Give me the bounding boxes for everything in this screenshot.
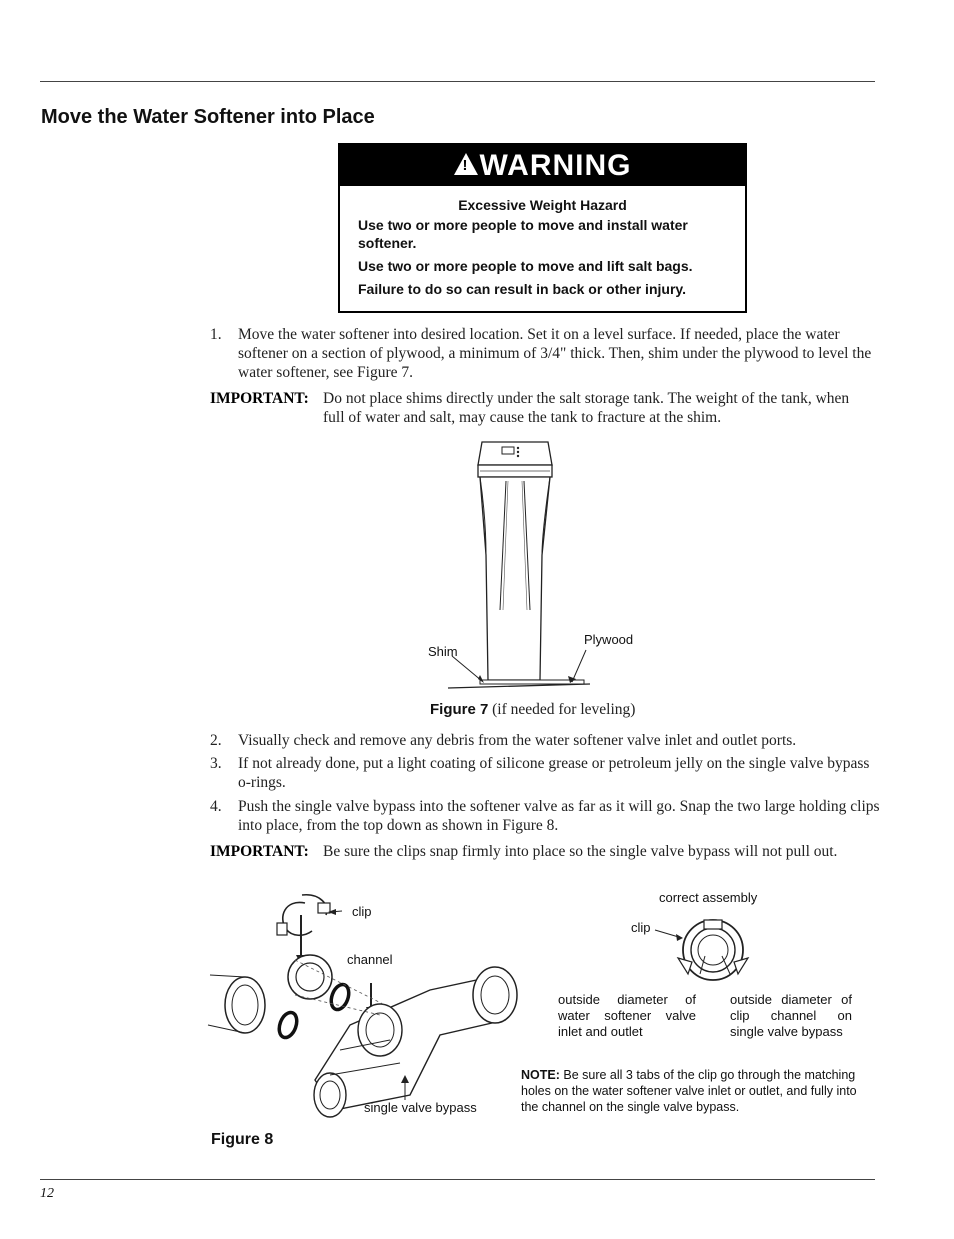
figure-8-caption: Figure 8 (211, 1131, 274, 1148)
hazard-title: Excessive Weight Hazard (458, 197, 627, 213)
page-title: Move the Water Softener into Place (41, 106, 375, 128)
step-3 (210, 754, 880, 792)
outside-diameter-bypass-text: outside diameter of clip channel on single valve bypass (730, 992, 852, 1039)
figure-8-bypass-illustration (200, 885, 530, 1130)
step-text: Push the single valve bypass into the softener valve as far as it will go. Snap the two large holding clips into place, from the top down as shown in Figure 8. (238, 798, 880, 834)
channel-label: channel (347, 952, 393, 967)
bottom-rule (40, 1179, 875, 1180)
clip-label-2: clip (631, 920, 651, 935)
page-number: 12 (40, 1186, 54, 1201)
important-text: Be sure the clips snap firmly into place so the single valve bypass will not pull out. (323, 843, 838, 860)
plywood-label: Plywood (584, 632, 634, 647)
warning-line-3: Failure to do so can result in back or other injury. (358, 281, 687, 297)
step-2 (210, 731, 880, 750)
figure-7-text: (if needed for leveling) (492, 701, 636, 718)
shim-label: Shim (428, 644, 458, 659)
step-text: If not already done, put a light coating of silicone grease or petroleum jelly on the single valve bypass o-rings. (238, 755, 870, 791)
warning-triangle-icon (454, 153, 478, 175)
important-text: Do not place shims directly under the salt storage tank. The weight of the tank, when full of water and salt, may cause the tank to fracture at the shim. (323, 390, 850, 426)
top-rule (40, 81, 875, 82)
note-text: Be sure all 3 tabs of the clip go through the matching holes on the water softener valve inlet or outlet, and fully into the channel on the single valve bypass. (521, 1068, 857, 1114)
single-valve-bypass-label: single valve bypass (364, 1100, 477, 1115)
warning-body (340, 186, 745, 298)
important-label: IMPORTANT: (210, 390, 309, 407)
correct-assembly-clip-diagram (650, 910, 770, 990)
step-number: 4. (210, 798, 222, 815)
warning-line-2: Use two or more people to move and lift salt bags. (358, 258, 693, 274)
warning-header (340, 145, 745, 186)
important-note-1 (210, 389, 870, 427)
warning-box (338, 143, 747, 313)
outside-diameter-valve-text: outside diameter of water softener valve inlet and outlet (558, 992, 696, 1039)
warning-title: WARNING (479, 148, 632, 182)
figure-7-caption (430, 701, 635, 719)
step-1 (210, 325, 880, 382)
important-label: IMPORTANT: (210, 843, 309, 860)
correct-assembly-label: correct assembly (659, 890, 758, 905)
step-number: 2. (210, 732, 222, 749)
warning-line-1: Use two or more people to move and install water softener. (358, 217, 688, 251)
step-number: 3. (210, 755, 222, 772)
note-label: NOTE: (521, 1068, 560, 1082)
figure-7-label: Figure 7 (430, 701, 489, 718)
step-4 (210, 797, 880, 835)
step-text: Visually check and remove any debris from the water softener valve inlet and outlet ports. (238, 732, 797, 749)
figure-8-note (521, 1067, 871, 1115)
step-number: 1. (210, 326, 222, 343)
step-text: Move the water softener into desired location. Set it on a level surface. If needed, place the water softener on a section of plywood, a minimum of 3/4" thick. Then, shim under the plywood to level the water softener, see Figure 7. (238, 326, 872, 381)
clip-label: clip (352, 904, 372, 919)
important-note-2 (210, 842, 870, 861)
